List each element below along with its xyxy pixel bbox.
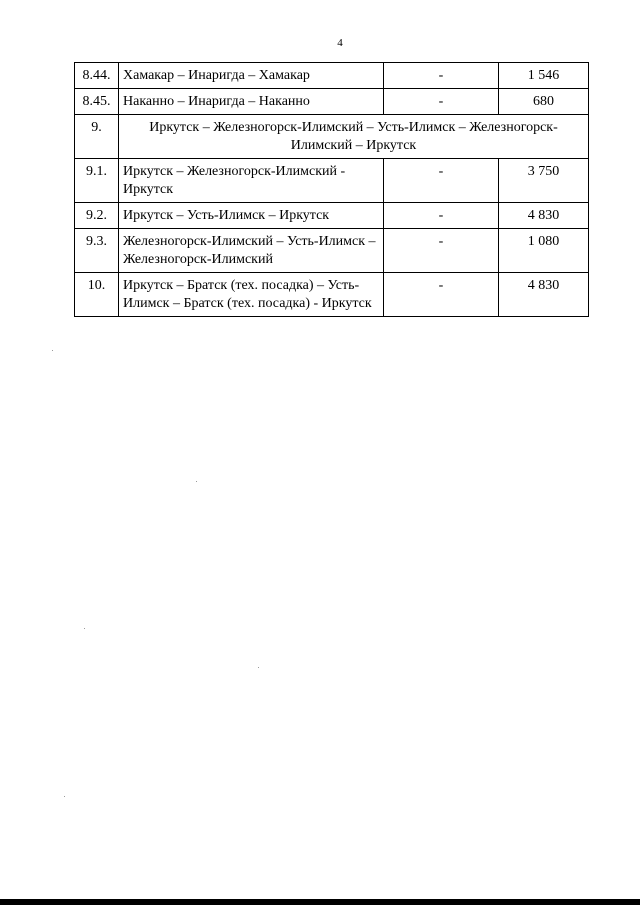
- scan-speck: [196, 481, 197, 482]
- table-row: [75, 63, 589, 89]
- route-name: Иркутск – Братск (тех. посадка) – Усть-Илимск – Братск (тех. посадка) - Иркутск: [119, 273, 384, 317]
- route-name: Хамакар – Инаригда – Хамакар: [119, 63, 384, 89]
- value-cell: 3 750: [499, 159, 589, 203]
- scan-speck: [52, 350, 53, 351]
- dash-cell: -: [384, 159, 499, 203]
- value-cell: 1 546: [499, 63, 589, 89]
- scan-speck: [258, 667, 259, 668]
- value-cell: 4 830: [499, 273, 589, 317]
- row-number: 10.: [75, 273, 119, 317]
- row-number: 9.2.: [75, 203, 119, 229]
- dash-cell: -: [384, 229, 499, 273]
- scan-bottom-edge: [0, 899, 640, 905]
- route-name: Наканно – Инаригда – Наканно: [119, 89, 384, 115]
- dash-cell: -: [384, 203, 499, 229]
- value-cell: 4 830: [499, 203, 589, 229]
- row-number: 9.3.: [75, 229, 119, 273]
- row-number: 9.1.: [75, 159, 119, 203]
- dash-cell: -: [384, 63, 499, 89]
- row-number: 8.45.: [75, 89, 119, 115]
- route-name: Железногорск-Илимский – Усть-Илимск – Железногорск-Илимский: [119, 229, 384, 273]
- table-row: [75, 273, 589, 317]
- dash-cell: -: [384, 273, 499, 317]
- row-number: 8.44.: [75, 63, 119, 89]
- value-cell: 680: [499, 89, 589, 115]
- route-name: Иркутск – Усть-Илимск – Иркутск: [119, 203, 384, 229]
- value-cell: 1 080: [499, 229, 589, 273]
- routes-table: [74, 62, 589, 317]
- table-row-section: [75, 115, 589, 159]
- dash-cell: -: [384, 89, 499, 115]
- table-row: [75, 159, 589, 203]
- table-row: [75, 89, 589, 115]
- table-row: [75, 229, 589, 273]
- route-name: Иркутск – Железногорск-Илимский - Иркутск: [119, 159, 384, 203]
- scan-speck: [84, 628, 85, 629]
- table-row: [75, 203, 589, 229]
- scan-speck: [64, 796, 65, 797]
- page-number: 4: [337, 37, 343, 49]
- row-number: 9.: [75, 115, 119, 159]
- section-route-name: Иркутск – Железногорск-Илимский – Усть-Илимск – Железногорск-Илимский – Иркутск: [119, 115, 589, 159]
